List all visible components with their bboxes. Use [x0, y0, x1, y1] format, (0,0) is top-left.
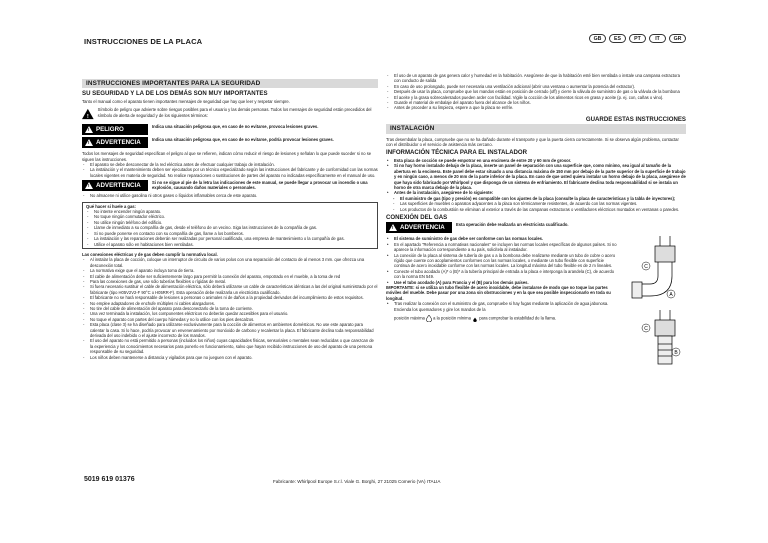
right-column [386, 73, 686, 376]
list-item: - No almacene ni utilice gasolina ni otros gases o líquidos inflamables cerca de este aparato. [82, 193, 378, 198]
advertencia-text: Si no se sigue al pie de la letra las indicaciones de este manual, se puede llegar a provocar un incendio o una explosión, causando daños materiales o personales. [152, 180, 368, 191]
gas-smell-title: Qué hacer si huele a gas: [86, 203, 136, 209]
list-item: - La instalación y las reparaciones deberán ser realizadas por personal cualificado, una empresa de mantenimiento o la compañía de gas. [86, 236, 374, 241]
list-item: - El aceite y la grasa sobrecalentados pueden arder con facilidad. Vigile la cocción de los alimentos ricos en grasa y aceite (p. ej. con, cañas o vino). [386, 95, 686, 100]
diagram-label: C [644, 264, 648, 271]
advertencia-badge: ! ADVERTENCIA [82, 180, 148, 191]
list-item: - Antes de proceder a su limpieza, espere a que la placa se enfríe. [386, 105, 686, 110]
left-column [82, 79, 378, 360]
list-item: - Guarde el material de embalaje del aparato fuera del alcance de los niños. [386, 100, 686, 105]
advertencia-badge: ! ADVERTENCIA [386, 222, 452, 233]
diagram-label: B [674, 350, 678, 357]
list-item: - No utilice ningún teléfono del edificio. [86, 220, 374, 225]
list-item: - El cable de alimentación debe ser suficientemente largo para permitir la conexión del aparato, empotrado en el mueble, a la toma de red [82, 274, 378, 279]
section-band-installation: INSTALACIÓN [386, 124, 686, 133]
list-item: - Utilice el aparato sólo en habitaciones bien ventiladas. [86, 242, 374, 247]
warning-icon: ! [389, 224, 397, 231]
language-badge: IT [649, 34, 666, 43]
list-item: - Las superficies de muebles o aparatos adyacentes a la placa son térmicamente resistentes, de acuerdo con las normas vigentes. [386, 201, 686, 206]
heading-security: SU SEGURIDAD Y LA DE LOS DEMÁS SON MUY IMPORTANTES [82, 90, 268, 98]
list-item: - El suministro de gas (tipo y presión) es compatible con los ajustes de la placa (consulte la placa de características y la tabla de inyectores); [386, 196, 686, 201]
list-item: - La normativa exige que el aparato incluya toma de tierra. [82, 268, 378, 273]
language-badge: PT [629, 34, 646, 43]
list-item: - Los productos de la combustión se eliminan al exterior a través de las campanas extractoras o ventiladores eléctricos montados en ventanas o paredes. [386, 207, 686, 212]
advertencia-text: Esta operación debe realizarla un electricista cualificado. [456, 222, 569, 228]
list-item: • El sistema de suministro de gas debe ser conforme con las normas locales. [386, 236, 620, 241]
gas-smell-box [82, 202, 378, 249]
list-item: • Conecte el tubo acodado (A)* o (B)* a la tubería principal de entrada a la placa e interponga la arandela (C), de acuerdo con la norma EN 549. [386, 269, 620, 280]
list-item: - Si no puede ponerse en contacto con su compañía de gas, llame a los bomberos. [86, 231, 374, 236]
electrical-title: Las conexiones eléctricas y de gas deben cumplir la normativa local. [82, 251, 218, 257]
list-item: - En caso de uso prolongado, puede ser necesaria una ventilación adicional (abrir una ventana o aumentar la potencia del extractor). [386, 84, 686, 89]
keep-instructions-heading: GUARDE ESTAS INSTRUCCIONES [585, 115, 686, 123]
list-item: - Una vez terminada la instalación, los componentes eléctricos no deberán quedar accesibles para el usuario. [82, 311, 378, 316]
list-item: • En el apartado "Referencia a normativas nacionales" se incluyen las normas locales específicas de algunos países. Si no aparece la información correspondiente a su país, solicítela al instalador. [386, 242, 620, 253]
advertencia-row-2 [82, 180, 378, 191]
document-title: INSTRUCCIONES DE LA PLACA [84, 37, 203, 46]
advertencia-text: Indica una situación peligrosa que, en caso de no evitarse, podría provocar lesiones graves. [152, 137, 334, 143]
language-badge: ES [609, 34, 626, 43]
list-item: - El aparato se debe desconectar de la red eléctrica antes de efectuar cualquier trabajo de instalación. [82, 162, 378, 167]
language-badge: GR [669, 34, 686, 43]
list-item: • Antes de la instalación, asegúrese de lo siguiente: [386, 190, 686, 195]
list-item: - No tire del cable de alimentación del aparato para desconectarlo de la toma de corriente. [82, 306, 378, 311]
list-item: - Si fuera necesario sustituir el cable de alimentación eléctrica, sólo deberá utilizarse un cable de características idénticas a las del original suministrado por el fabricante (tipo H05V2V2-F 90°C o H05RR-F). Esta operación debe realizarla un electricista cualificado. [82, 284, 378, 295]
list-item: - Los niños deben mantenerse a distancia y vigilados para que no jueguen con el aparato. [82, 355, 378, 360]
language-badge: GB [589, 34, 606, 43]
manufacturer-info: Fabricante: Whirlpool Europe S.r.l. Viale G. Borghi, 27 21025 Comerio (VA) ITALIA [273, 479, 441, 484]
list-item: - Para las conexiones de gas, use sólo tuberías flexibles o rígidas de metal. [82, 279, 378, 284]
list-item: - No emplee adaptadores de enchufe múltiples ni cables alargadores. [82, 301, 378, 306]
advertencia-row [82, 137, 378, 148]
language-selector [589, 34, 686, 43]
install-intro: Tras desembalar la placa, compruebe que no se ha dañado durante el transporte y que la puerta cierra correctamente. Si se observa algún problema, contactar con el distribuidor o el servicio de asistencia más cercano. [386, 136, 679, 148]
list-item: • Esta placa de cocción se puede empotrar en una encimera de entre 20 y 60 mm de grosor. [386, 158, 686, 163]
flame-max-icon [426, 315, 432, 322]
gas-fitting-diagram [624, 236, 682, 376]
heading-technical: INFORMACIÓN TÉCNICA PARA EL INSTALADOR [386, 149, 528, 157]
warning-icon: ! [85, 126, 93, 133]
list-item: - Llame de inmediato a su compañía de gas, desde el teléfono de un vecino. Siga las instrucciones de la compañía de gas. [86, 225, 374, 230]
warning-icon: ! [85, 139, 93, 146]
list-item: - El uso del aparato no está permitido a personas (incluidos los niños) cuyas capacidades físicas, sensoriales o mentales sean reducidas o que carezcan de la experiencia y los conocimientos necesarios para ponerlo en funcionamiento, salvo que hayan recibido instrucciones de uso del aparato de una persona responsable de su seguridad. [82, 338, 378, 354]
list-item: - La instalación y el mantenimiento deben ser ejecutados por un técnico especializado según las instrucciones del fabricante y de conformidad con las normas locales vigentes en materia de seguridad. No realice reparaciones o sustituciones de partes del aparato no indicadas específicamente en el manual de uso. [82, 167, 378, 178]
list-item: - No intente encender ningún aparato. [86, 209, 374, 214]
list-item: - No toque el aparato con partes del cuerpo húmedas y no lo utilice con los pies descalzos. [82, 317, 378, 322]
flame-check-text: posición máxima a la posición mínima para comprobar la estabilidad de la llama. [394, 315, 557, 321]
list-item: - El fabricante no se hará responsable de lesiones a personas o animales ni de daños a la propiedad derivados del incumplimiento de estos requisitos. [82, 295, 378, 300]
symbol-text: Símbolo de peligro que advierte sobre riesgos posibles para el usuario y las demás personas. Todos los mensajes de seguridad están precedidos del símbolo de alerta de seguridad y de los siguientes términos: [97, 107, 372, 118]
messages-intro: Todos los mensajes de seguridad especifican el peligro al que se refieren, indican cómo reducir el riesgo de lesiones y señalan lo que puede suceder si no se siguen las instrucciones. [82, 151, 372, 162]
list-item: - Esta placa (clase 3) se ha diseñado para utilizarse exclusivamente para la cocción de alimentos en ambientes domésticos. No use este aparato para calentar la casa. Si lo hace, podría provocar un envenenamiento por monóxido de carbono y recalentar la placa. El fabricante declina toda responsabilidad derivada del uso indebido o el ajuste incorrecto de los mandos. [82, 322, 378, 338]
list-item: - Al instalar la placa de cocción, coloque un interruptor de circuito de varios polos con una separación del contacto de al menos 3 mm. que ofrezca una desconexión total. [82, 257, 378, 268]
intro-text: Tanto el manual como el aparato tienen importantes mensajes de seguridad que hay que leer y respetar siempre. [82, 98, 290, 104]
diagram-label: C [644, 326, 648, 333]
peligro-row [82, 124, 378, 135]
heading-gas-connection: CONEXIÓN DEL GAS [386, 213, 448, 221]
list-item: • Tras realizar la conexión con el suministro de gas, compruebe si hay fugas mediante la aplicación de agua jabonosa. Encienda los quemadores y gire los mandos de la [386, 301, 620, 312]
warning-icon: ! [85, 182, 93, 189]
section-band-safety: INSTRUCCIONES IMPORTANTES PARA LA SEGURIDAD [82, 79, 378, 88]
peligro-text: Indica una situación peligrosa que, en caso de no evitarse, provoca lesiones graves. [152, 124, 319, 130]
svg-text:!: ! [86, 114, 89, 121]
advertencia-badge: ! ADVERTENCIA [82, 137, 148, 148]
flame-min-icon [472, 315, 478, 322]
advertencia-row-3 [386, 222, 686, 233]
list-item: • La conexión de la placa al sistema de tubería de gas o a la bombona debe realizarse mediante un tubo de cobre o acero rígido que cuente con acoplamientos conformes con las normas locales, o mediante un tubo flexible con superficie continua de acero inoxidable conforme con las normas locales. La longitud máxima del tubo flexible es de 2 m lineales. [386, 253, 620, 269]
list-item: - El uso de un aparato de gas genera calor y humedad en la habitación. Asegúrese de que la habitación esté bien ventilada o instale una campana extractora con conducto de salida [386, 73, 686, 84]
document-code: 5019 619 01376 [84, 476, 135, 483]
list-item: - Después de usar la placa, compruebe que los mandos están en posición de cerrado (off) y cierre la válvula de suministro de gas o la válvula de la bombona [386, 89, 686, 94]
list-item: - No toque ningún conmutador eléctrico. [86, 214, 374, 219]
peligro-badge: ! PELIGRO [82, 124, 148, 135]
list-item: • Si no hay horno instalado debajo de la placa, inserte un panel de separación con una superficie que, como mínimo, sea igual al tamaño de la abertura en la encimera. Este panel debe estar situado a una distancia máxima de 150 mm por debajo de la parte superior de la superficie de trabajo y en ningún caso, a menos de 20 mm de la parte inferior de la placa. En caso de que usted quiera instalar un horno debajo de la placa, asegúrese de que haya sido fabricado por Whirlpool y que disponga de un sistema de enfriamiento. El fabricante declina toda responsabilidad si se instala un horno de otra marca debajo de la placa. [386, 163, 686, 190]
diagram-label: A [669, 292, 673, 299]
warning-triangle-icon [82, 107, 94, 121]
list-item: • Use el tubo acodado (A) para Francia y el (B) para los demás países. [386, 280, 620, 285]
important-note: IMPORTANTE: si se utiliza un tubo flexible de acero inoxidable, debe instalarse de modo que no toque las partes móviles del mueble. Debe pasar por una zona sin obstrucciones y en la que sea posible inspeccionarlo en toda su longitud. [386, 285, 611, 301]
install-list [82, 162, 378, 178]
